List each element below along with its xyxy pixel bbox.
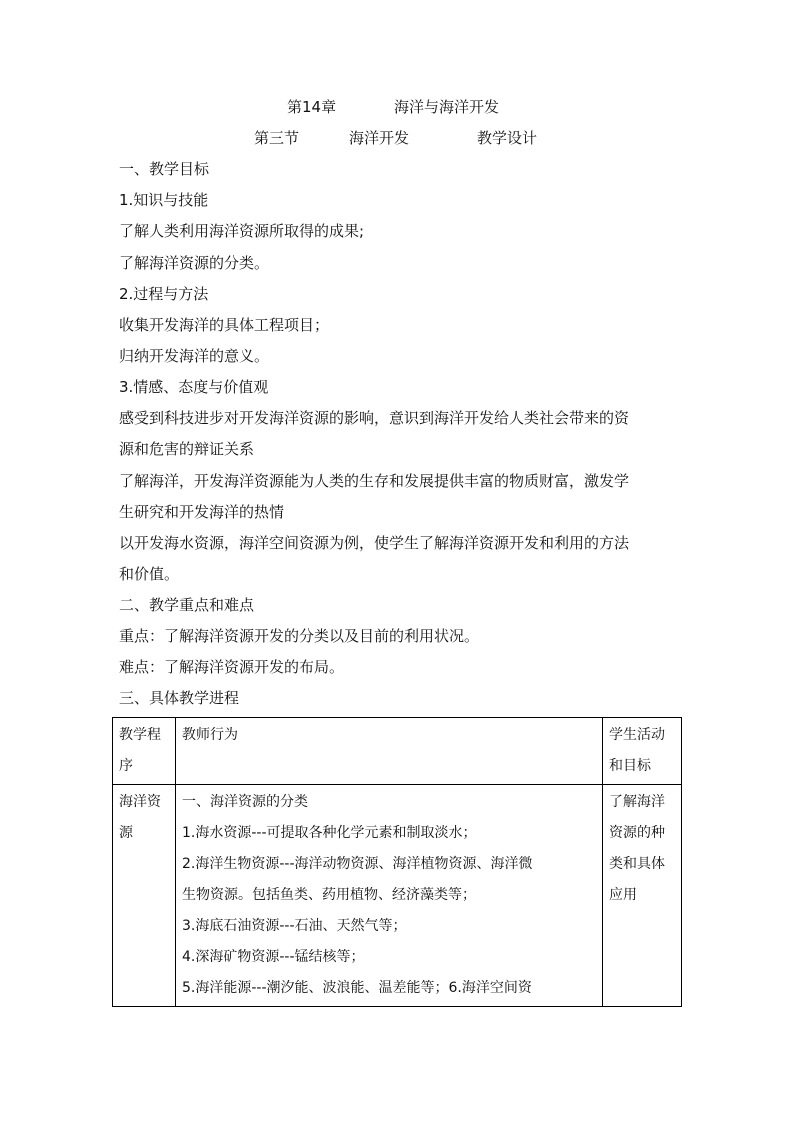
- cell-text: 4.深海矿物资源---锰结核等；: [182, 949, 365, 965]
- cell-text: 类和具体: [609, 856, 665, 872]
- body-line: 源和危害的辩证关系: [119, 440, 255, 458]
- table-header-cell: [113, 718, 176, 785]
- body-line: 了解人类利用海洋资源所取得的成果;: [119, 222, 365, 240]
- table-row: [113, 785, 682, 1007]
- cell-text: 3.海底石油资源---石油、天然气等；: [182, 918, 407, 934]
- table-cell: [113, 785, 176, 1007]
- subheading-process: 2.过程与方法: [119, 285, 209, 303]
- cell-text: 应用: [609, 887, 637, 903]
- cell-text: 1.海水资源---可提取各种化学元素和制取淡水；: [182, 825, 477, 841]
- subheading-attitude: 3.情感、态度与价值观: [119, 378, 269, 396]
- cell-text: 了解海洋: [609, 794, 665, 810]
- cell-text: 资源的种: [609, 825, 665, 841]
- body-line: 以开发海水资源，海洋空间资源为例，使学生了解海洋资源开发和利用的方法: [119, 534, 630, 552]
- cell-text: 教师行为: [182, 727, 238, 743]
- teaching-process-table: [112, 717, 682, 1007]
- heading-key-points: 二、教学重点和难点: [119, 596, 255, 614]
- heading-objectives: 一、教学目标: [119, 160, 210, 178]
- design-label: 教学设计: [477, 129, 538, 147]
- body-line: 感受到科技进步对开发海洋资源的影响，意识到海洋开发给人类社会带来的资: [119, 409, 630, 427]
- body-line: 重点：了解海洋资源开发的分类以及目前的利用状况。: [119, 627, 480, 645]
- body-line: 收集开发海洋的具体工程项目；: [119, 316, 330, 334]
- table-header-row: [113, 718, 682, 785]
- cell-text: 学生活动: [609, 727, 665, 743]
- cell-text: 5.海洋能源---潮汐能、波浪能、温差能等；6.海洋空间资: [182, 980, 532, 996]
- body-line: 难点：了解海洋资源开发的布局。: [119, 658, 345, 676]
- section-name: 海洋开发: [349, 129, 410, 147]
- cell-text: 2.海洋生物资源---海洋动物资源、海洋植物资源、海洋微: [182, 856, 533, 872]
- cell-text: 一、海洋资源的分类: [182, 794, 308, 810]
- cell-text: 序: [119, 758, 133, 774]
- body-line: 和价值。: [119, 565, 180, 583]
- body-line: 了解海洋，开发海洋资源能为人类的生存和发展提供丰富的物质财富，激发学: [119, 472, 630, 490]
- section-number: 第三节: [254, 129, 300, 147]
- cell-text: 和目标: [609, 758, 651, 774]
- table-cell: [603, 785, 682, 1007]
- cell-text: 生物资源。包括鱼类、药用植物、经济藻类等；: [182, 887, 476, 903]
- table-header-cell: [176, 718, 603, 785]
- chapter-name: 海洋与海洋开发: [394, 98, 500, 116]
- table-header-cell: [603, 718, 682, 785]
- heading-process-steps: 三、具体教学进程: [119, 689, 240, 707]
- body-line: 生研究和开发海洋的热情: [119, 503, 285, 521]
- cell-text: 源: [119, 825, 133, 841]
- subheading-knowledge: 1.知识与技能: [119, 191, 209, 209]
- table-cell: [176, 785, 603, 1007]
- chapter-number: 第14章: [287, 98, 337, 116]
- cell-text: 海洋资: [119, 794, 161, 810]
- cell-text: 教学程: [119, 727, 161, 743]
- body-line: 归纳开发海洋的意义。: [119, 347, 270, 365]
- body-line: 了解海洋资源的分类。: [119, 254, 270, 272]
